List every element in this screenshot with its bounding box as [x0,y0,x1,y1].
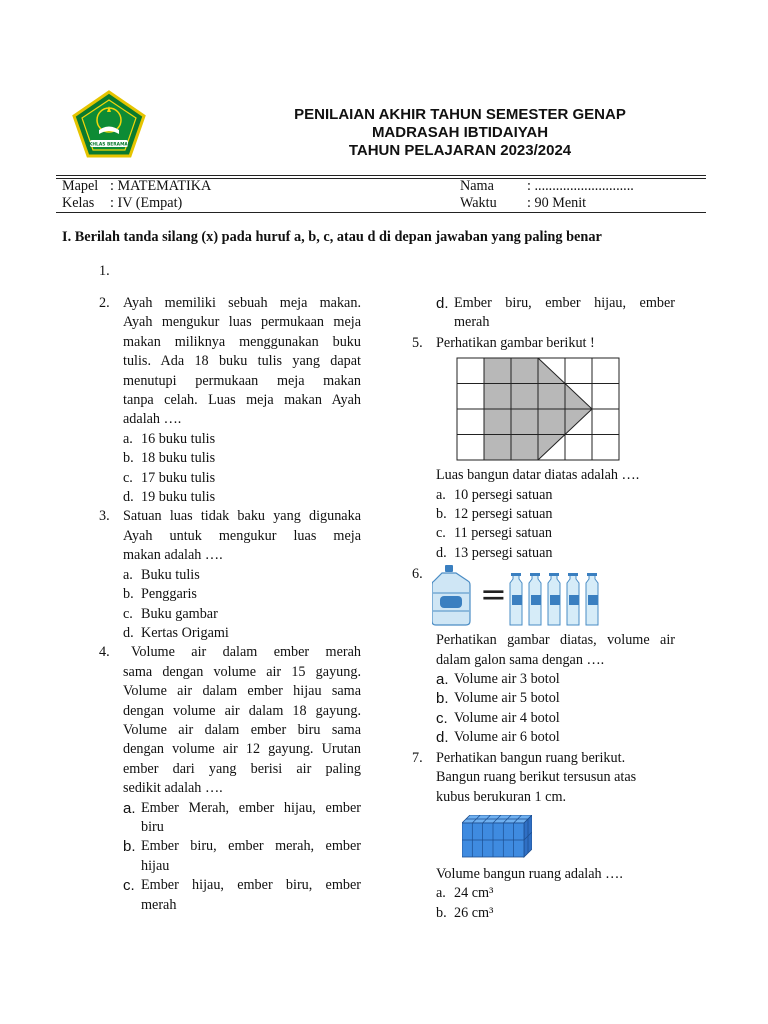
option-b[interactable] [123,837,361,876]
option-b[interactable] [412,904,675,923]
option-letter: b. [436,904,447,921]
option-text: hijau [141,857,170,874]
option-letter: b. [123,586,134,603]
option-letter: a. [123,799,136,817]
nama-label: Nama [460,178,494,194]
option-text: Ember hijau, ember biru, ember [141,877,361,894]
question-text: tulis. Ada 18 buku tulis yang dapat [123,353,361,370]
option-text: Ember biru, ember hijau, ember [454,295,675,311]
question-2 [99,294,361,507]
option-letter: a. [436,671,449,689]
question-text: Bangun ruang berikut tersusun atas [436,769,637,786]
option-text: 26 cm³ [454,904,494,921]
question-text: Volume air dalam ember hijau sama [123,683,361,700]
question-text: Ayah untuk mengukur luas meja [123,527,361,544]
option-letter: b. [436,506,447,523]
option-c[interactable] [123,469,361,488]
question-6 [412,565,675,747]
option-letter: c. [436,709,448,727]
grid-lines [457,358,619,460]
question-text: makan miliknya menggunakan buku [123,333,361,350]
option-text: 12 persegi satuan [454,506,553,523]
header-line-1: PENILAIAN AKHIR TAHUN SEMESTER GENAP [294,106,626,123]
question-number: 2. [99,295,110,311]
option-text: Ember biru, ember merah, ember [141,838,361,855]
question-text: Luas bangun datar diatas adalah …. [436,467,640,484]
svg-text:IKHLAS BERAMAL: IKHLAS BERAMAL [87,142,131,148]
option-text: 17 buku tulis [141,469,216,486]
option-text: 24 cm³ [454,885,494,902]
option-text: Volume air 3 botol [454,671,560,688]
question-text: Satuan luas tidak baku yang digunaka [123,508,361,525]
option-text: Volume air 4 botol [454,709,560,726]
question-text: Perhatikan bangun ruang berikut. [436,749,626,766]
option-c[interactable] [412,524,675,543]
option-a[interactable] [412,884,675,903]
option-letter: b. [123,838,136,856]
option-letter: c. [123,605,133,622]
option-letter: d. [436,729,449,747]
question-text: makan adalah …. [123,547,223,564]
option-letter: d. [436,544,447,561]
option-letter: c. [436,525,446,542]
question-text: dengan volume air dalam 18 gayung. [123,702,361,719]
header-line-2: MADRASAH IBTIDAIYAH [371,124,549,141]
question-text: Perhatikan gambar diatas, volume air [436,632,675,649]
question-text: Volume air dalam ember merah [131,644,361,661]
option-d[interactable] [123,624,361,643]
option-text: 11 persegi satuan [454,525,552,542]
question-text: dalam galon sama dengan …. [436,651,605,668]
option-text: Buku gambar [141,605,218,622]
option-d[interactable] [436,294,675,333]
nama-field[interactable]: : ............................ [527,178,634,194]
option-letter: b. [123,450,134,467]
cuboid-figure [462,815,532,859]
question-number: 3. [99,508,110,525]
option-b[interactable] [123,585,361,604]
option-a[interactable] [412,486,675,505]
question-text: Ayah memiliki sebuah meja makan. [123,295,361,311]
option-letter: a. [123,566,133,583]
option-text: Ember Merah, ember hijau, ember [141,799,361,816]
question-number: 5. [412,334,423,351]
kelas-label: Kelas [62,195,95,211]
option-d[interactable] [123,488,361,507]
question-text: sama dengan volume air 15 gayung. [123,663,361,680]
option-a[interactable] [412,670,675,689]
svg-text:=: = [480,575,507,614]
question-number: 4. [99,644,110,661]
option-text: Kertas Origami [141,624,229,641]
option-text: 18 buku tulis [141,450,216,467]
option-d[interactable] [412,728,675,747]
madrasah-logo [72,90,146,158]
option-d[interactable] [412,544,675,563]
grid-figure [456,357,620,461]
option-letter: a. [436,486,446,503]
question-1 [99,262,361,288]
galon-bottle-figure [432,565,622,627]
option-letter: d. [123,489,134,506]
option-c[interactable] [412,709,675,728]
option-c[interactable] [123,876,361,915]
question-3 [99,507,361,643]
option-text: 19 buku tulis [141,489,216,506]
option-letter: a. [123,430,133,447]
option-text: 10 persegi satuan [454,486,553,503]
mapel-label: Mapel [62,178,99,194]
question-text: menutupi permukaan meja makan [123,372,361,389]
option-letter: c. [123,469,133,486]
question-text: dengan volume air 12 gayung. Urutan [123,741,361,758]
waktu-value: : 90 Menit [527,195,587,211]
option-b[interactable] [412,689,675,708]
option-letter: d. [123,624,134,641]
option-text: Volume air 5 botol [454,690,560,707]
question-7 [412,749,675,923]
option-a[interactable] [123,430,361,449]
option-text: merah [454,314,490,331]
option-c[interactable] [123,605,361,624]
question-text: kubus berukuran 1 cm. [436,788,567,805]
option-text: Penggaris [141,586,197,603]
instruction: I. Berilah tanda silang (x) pada huruf a, b, c, atau d di depan jawaban yang paling benar [62,229,602,245]
option-letter: d. [436,295,449,312]
right-column [412,294,675,923]
kelas-value: : IV (Empat) [110,195,183,211]
question-text: sedikit adalah …. [123,780,223,797]
option-a[interactable] [123,799,361,838]
option-letter: b. [436,690,449,708]
question-5 [412,334,675,563]
option-text: Buku tulis [141,566,200,583]
left-column [99,262,361,915]
option-text: 16 buku tulis [141,430,216,447]
question-number: 7. [412,749,423,766]
meta-rule [56,212,706,213]
option-b[interactable] [123,449,361,468]
option-text: merah [141,896,177,913]
question-text: Ayah mengukur luas permukaan meja [123,314,361,331]
question-text: Volume bangun ruang adalah …. [436,865,623,882]
option-letter: a. [436,885,446,902]
question-number: 6. [412,566,423,583]
question-text: tanpa celah. Luas meja makan Ayah [123,392,361,409]
option-a[interactable] [123,566,361,585]
question-text: Perhatikan gambar berikut ! [436,334,595,351]
option-letter: c. [123,877,135,895]
option-text: Volume air 6 botol [454,729,560,746]
question-4 [99,643,361,915]
mapel-value: : MATEMATIKA [110,178,212,194]
question-text: ember dari yang berisi air paling [123,760,361,777]
header-line-3: TAHUN PELAJARAN 2023/2024 [348,142,572,159]
galon-icon [432,565,470,625]
equals-sign [480,575,507,613]
option-text: biru [141,818,164,835]
waktu-label: Waktu [460,195,497,211]
question-text: adalah …. [123,411,182,428]
question-number: 1. [99,263,110,279]
top-rule [56,175,706,176]
option-b[interactable] [412,505,675,524]
option-text: 13 persegi satuan [454,544,553,561]
question-text: Volume air dalam ember biru sama [123,721,361,738]
